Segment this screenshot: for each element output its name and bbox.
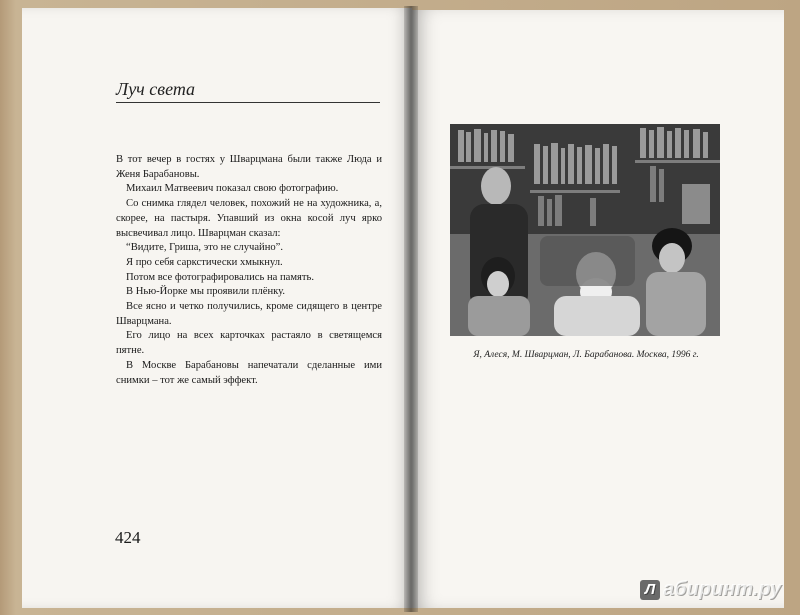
photograph [450,124,720,336]
paragraph: Потом все фотографировались на память. [126,271,315,283]
watermark [640,578,781,601]
photo-illustration [450,124,720,336]
paragraph: Со снимка глядел человек, похожий не на художника, а, скорее, на пастыря. Упавший из окна косой луч ярко высвечивал лицо. Шварцман сказал: [116,198,382,239]
book-gutter [404,6,418,612]
running-head: Луч света [116,78,380,103]
paragraph: В Москве Барабановы напечатали сделанные ими снимки – тот же самый эффект. [116,359,382,386]
paragraph: В Нью-Йорке мы проявили плёнку. [126,286,286,298]
left-page [22,8,412,608]
watermark-text: абиринт.ру [663,578,782,600]
photo-caption: Я, Алеся, М. Шварцман, Л. Барабанова. Москва, 1996 г. [473,350,699,360]
paragraph: “Видите, Гриша, это не случайно”. [126,242,284,254]
paragraph: Все ясно и четко получились, кроме сидящего в центре Шварцмана. [116,301,382,327]
paragraph: В тот вечер в гостях у Шварцмана были также Люда и Женя Барабановы. [116,154,382,180]
paragraph: Михаил Матвеевич показал свою фотографию. [126,183,339,195]
paragraph: Я про себя саркстически хмыкнул. [126,256,283,268]
paragraph: Его лицо на всех карточках растаяло в светящемся пятне. [116,330,382,357]
page-number: 424 [115,528,141,547]
labirint-logo-icon: Л [640,580,660,600]
body-text [116,153,382,388]
